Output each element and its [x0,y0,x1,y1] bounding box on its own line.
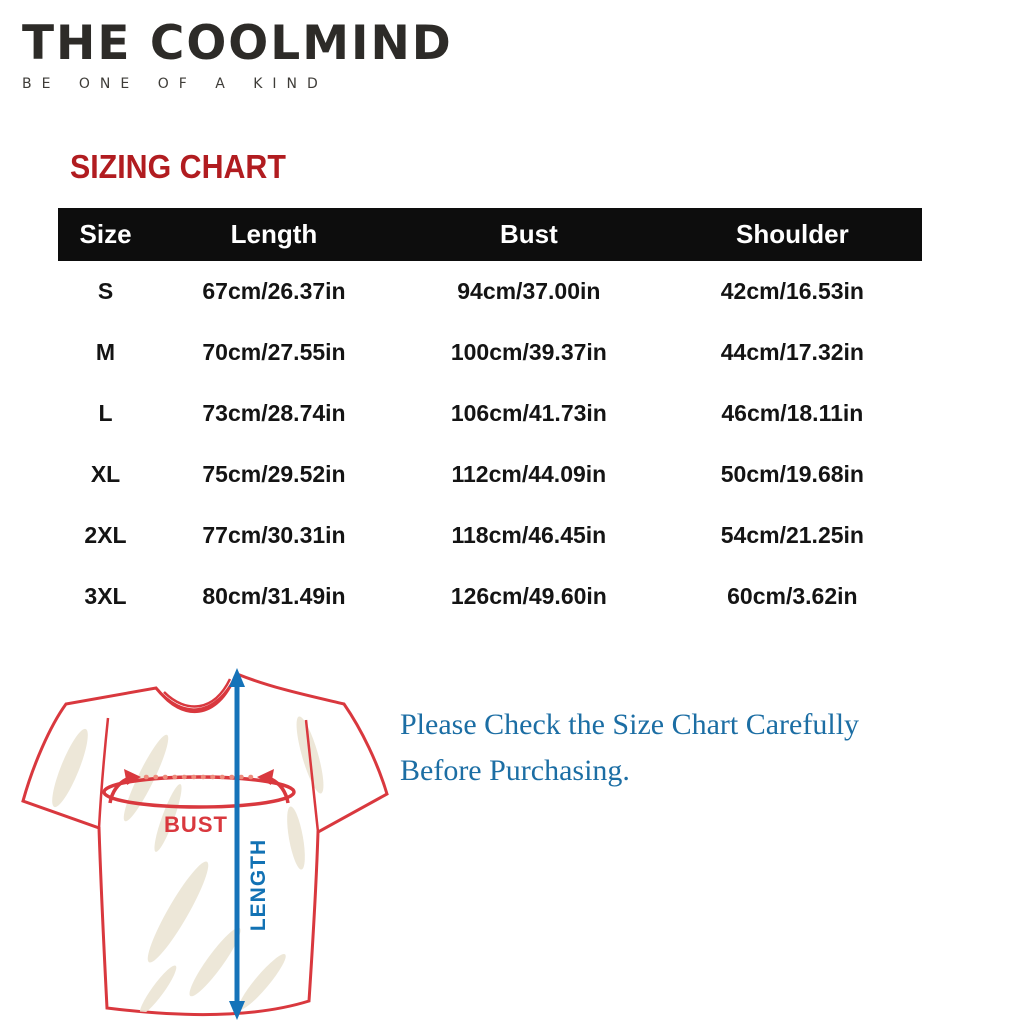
brand-logo [22,16,453,92]
cell-length: 75cm/29.52in [202,461,346,487]
header-shoulder: Shoulder [736,219,849,249]
cell-shoulder: 50cm/19.68in [720,461,864,487]
cell-bust: 118cm/46.45in [451,522,607,548]
note-line-1: Please Check the Size Chart Carefully [400,708,860,741]
table-row [58,566,922,627]
cell-length: 77cm/30.31in [202,522,346,548]
cell-bust: 112cm/44.09in [451,461,607,487]
cell-length: 70cm/27.55in [202,339,346,365]
table-row [58,261,922,322]
cell-size: M [95,339,116,365]
table-row [58,444,922,505]
cell-shoulder: 46cm/18.11in [721,400,864,426]
cell-length: 73cm/28.74in [202,400,346,426]
header-bust: Bust [499,219,558,249]
cell-bust: 106cm/41.73in [450,400,607,426]
cell-shoulder: 54cm/21.25in [720,522,864,548]
cell-shoulder: 44cm/17.32in [720,339,864,365]
cell-bust: 100cm/39.37in [450,339,607,365]
cell-length: 80cm/31.49in [202,583,346,609]
sizing-chart-title: SIZING CHART [70,148,286,185]
tshirt-measurement-diagram [10,660,400,1024]
cell-length: 67cm/26.37in [202,278,346,304]
cell-bust: 94cm/37.00in [457,278,601,304]
cell-shoulder: 42cm/16.53in [720,278,864,304]
brand-tagline: BE ONE OF A KIND [22,76,328,92]
cell-size: 3XL [84,583,127,609]
cell-shoulder: 60cm/3.62in [727,583,858,609]
cell-size: XL [90,461,121,487]
cell-size: S [97,278,114,304]
table-row [58,383,922,444]
cell-size: L [98,400,113,426]
cell-bust: 126cm/49.60in [450,583,607,609]
brand-name: THE COOLMIND [22,16,453,71]
bust-label: BUST [164,812,228,837]
length-label: LENGTH [247,838,270,932]
table-row [58,505,922,566]
sizing-table [58,208,922,627]
tshirt-illustration [10,660,400,1024]
header-size: Size [79,219,132,249]
table-row [58,322,922,383]
size-advisory-note [400,702,1000,794]
note-line-2: Before Purchasing. [400,754,630,787]
cell-size: 2XL [84,522,127,548]
header-length: Length [230,219,318,249]
table-header-row [58,208,922,261]
